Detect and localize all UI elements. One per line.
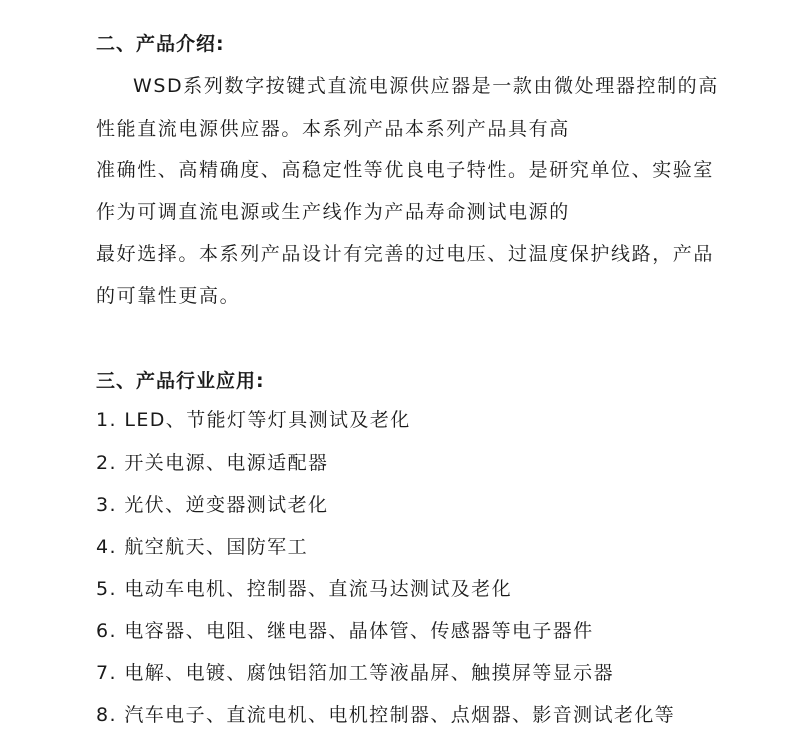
application-list-item: 5. 电动车电机、控制器、直流马达测试及老化 bbox=[96, 578, 512, 600]
application-list-item: 3. 光伏、逆变器测试老化 bbox=[96, 494, 329, 516]
application-list-item: 4. 航空航天、国防军工 bbox=[96, 536, 308, 558]
application-list-item: 1. LED、节能灯等灯具测试及老化 bbox=[96, 409, 411, 431]
intro-paragraph-line: 作为可调直流电源或生产线作为产品寿命测试电源的 bbox=[96, 201, 570, 223]
application-list-item: 2. 开关电源、电源适配器 bbox=[96, 452, 329, 474]
section-heading-product-intro: 二、产品介绍: bbox=[96, 33, 225, 55]
application-list-item: 8. 汽车电子、直流电机、电机控制器、点烟器、影音测试老化等 bbox=[96, 704, 676, 726]
intro-paragraph-line: 最好选择。本系列产品设计有完善的过电压、过温度保护线路，产品 bbox=[96, 243, 715, 265]
intro-paragraph-line: 的可靠性更高。 bbox=[96, 285, 241, 307]
intro-paragraph-line: WSD系列数字按键式直流电源供应器是一款由微处理器控制的高 bbox=[133, 75, 719, 97]
application-list-item: 6. 电容器、电阻、继电器、晶体管、传感器等电子器件 bbox=[96, 620, 594, 642]
application-list-item: 7. 电解、电镀、腐蚀铝箔加工等液晶屏、触摸屏等显示器 bbox=[96, 662, 614, 684]
section-heading-industry-applications: 三、产品行业应用: bbox=[96, 370, 265, 392]
intro-paragraph-line: 性能直流电源供应器。本系列产品本系列产品具有高 bbox=[96, 118, 570, 140]
intro-paragraph-line: 准确性、高精确度、高稳定性等优良电子特性。是研究单位、实验室 bbox=[96, 159, 715, 181]
